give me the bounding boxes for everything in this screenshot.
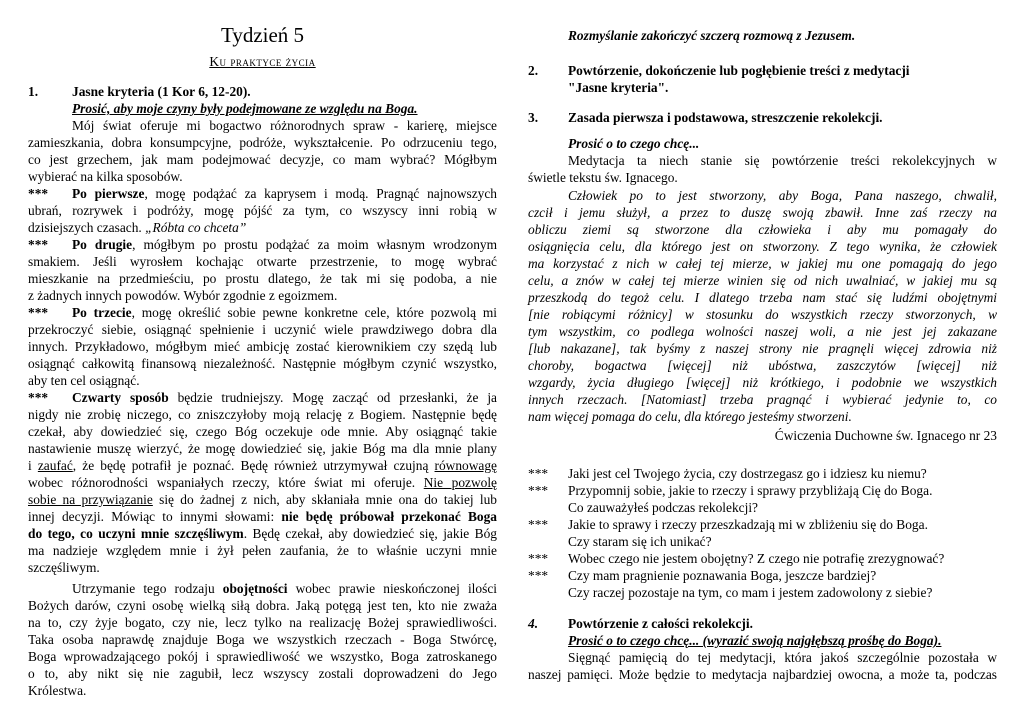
paragraph-line: Królestwa. xyxy=(28,683,87,698)
question-text: Co zauważyłeś podczas rekolekcji? xyxy=(568,500,758,515)
section-title: Powtórzenie z całości rekolekcji. xyxy=(568,616,753,631)
point-line: aby ten cel osiągnąć. xyxy=(28,373,140,388)
section-title: Powtórzenie, dokończenie lub pogłębienie treści z medytacji xyxy=(568,63,910,78)
stars-marker: *** xyxy=(28,186,49,201)
point-line: mieszkanie na przedmieściu, po prostu dlatego, że tak mi się podoba, a nie xyxy=(28,271,497,286)
section-number: 4. xyxy=(528,616,539,631)
question-item xyxy=(528,465,997,482)
paragraph-line: Sięgnąć pamięcią do tej medytacji, która jakoś szczególnie pozostała w xyxy=(568,650,997,665)
paragraph-line: Mój świat oferuje mi bogactwo różnorodnych spraw - karierę, miejsce xyxy=(72,118,497,133)
question-text: Czy raczej pozostaje na tym, co mam i jestem zadowolony z siebie? xyxy=(568,585,933,600)
question-text: Przypomnij sobie, jakie to rzeczy i sprawy przybliżają Cię do Boga. xyxy=(568,483,933,498)
quote-line: nam więcej pomaga do celu, dla którego jesteśmy stworzeni. xyxy=(528,409,852,424)
question-item xyxy=(528,550,997,567)
stars-marker: *** xyxy=(528,568,549,583)
paragraph-line: Boga wprowadzającego pokój i sprawiedliwość we wszystko, Boga zatroskanego xyxy=(28,649,497,664)
point-line: i zaufać, że będę potrafił je poznać. Będę również utrzymywał czujną równowagę xyxy=(28,458,497,473)
quote-line: obliczu ziemi są stworzone dla człowieka i aby mu pomagały do xyxy=(528,222,997,237)
quote-line: czcił i jemu służył, a przez to duszę swoją zbawił. Inne zaś rzeczy na xyxy=(528,205,997,220)
stars-marker: *** xyxy=(528,483,549,498)
section-2-heading xyxy=(528,62,997,79)
section-title: Jasne kryteria (1 Kor 6, 12-20). xyxy=(72,84,251,99)
quote-line: ma korzystać z nich w całej tej mierze, w jakiej mu one pomagają do jego xyxy=(528,256,997,271)
stars-marker: *** xyxy=(528,517,549,532)
stars-marker: *** xyxy=(28,237,49,252)
section-number: 1. xyxy=(28,84,39,99)
section-1-prompt: Prosić, aby moje czyny były podejmowane ze względu na Boga. xyxy=(72,101,418,116)
point-line: innej decyzji. Mówiąc to innymi słowami: nie będę próbował przekonać Boga xyxy=(28,509,497,524)
point-third xyxy=(28,304,497,321)
question-text: Czy mam pragnienie poznawania Boga, jeszcze bardziej? xyxy=(568,568,877,583)
paragraph-line: świetle tekstu św. Ignacego. xyxy=(528,170,678,185)
point-line: szczęśliwym. xyxy=(28,560,100,575)
point-line: sobie na przywiązanie się do żadnej z nich, aby skłaniała mnie ona do takiej lub xyxy=(28,492,497,507)
page-title: Tydzień 5 xyxy=(220,23,305,47)
point-line: ubrań, rozrywek i podróży, mogę pójść za tym, co wszyscy inni robią w xyxy=(28,203,497,218)
section-4-heading xyxy=(528,615,997,632)
quote-line: innych rzeczach. [Natomiast] trzeba pragnąć i wybierać jedynie to, co xyxy=(528,392,997,407)
page-subtitle: Ku praktyce życia xyxy=(209,54,316,69)
question-text: Jakie to sprawy i rzeczy przeszkadzają mi w zbliżeniu się do Boga. xyxy=(568,517,928,532)
point-line: nigdy nie zrobię niczego, co zniszczyłoby moją relację z Bogiem. Następnie będę xyxy=(28,407,497,422)
point-line: przekroczyć siebie, osiągnąć spełnienie i uczynić wiele prawdziwego dobra dla xyxy=(28,322,497,337)
section-1-heading xyxy=(28,83,497,100)
point-first xyxy=(28,185,497,202)
quote-line: [lub nakazane], tak byśmy z naszej strony nie pragnęli więcej zdrowia niż xyxy=(528,341,997,356)
question-item xyxy=(528,516,997,533)
quote-line: [nie robiącymi różnicy] w stosunku do wszystkich rzeczy stworzonych, w xyxy=(528,307,997,322)
question-text: Jaki jest cel Twojego życia, czy dostrzegasz go i idziesz ku niemu? xyxy=(568,466,927,481)
point-line: Po drugie, mógłbym po prostu podążać za moim własnym wrodzonym xyxy=(72,237,498,252)
quote-line: celu, a znów w całej tej mierze winien się od nich uwalniać, w jakiej mu są xyxy=(528,273,997,288)
paragraph-line: o to, aby nikt się nie zagubił, lecz wszyscy zostali doprowadzeni do Jego xyxy=(28,666,497,681)
section-number: 3. xyxy=(528,110,539,125)
quote-source: Ćwiczenia Duchowne św. Ignacego nr 23 xyxy=(774,428,997,443)
quote-line: Człowiek po to jest stworzony, aby Boga, Pana naszego, chwalił, xyxy=(568,188,997,203)
section-4-prompt: Prosić o to czego chcę... (wyrazić swoją najgłębszą prośbę do Boga). xyxy=(568,633,942,648)
question-text: Wobec czego nie jestem obojętny? Z czego nie potrafię zrezygnować? xyxy=(568,551,945,566)
point-line: do tego, co uczyni mnie szczęśliwym. Będę czekał, aby dowiedzieć się, jakie Bóg xyxy=(28,526,497,541)
stars-marker: *** xyxy=(28,305,49,320)
paragraph-line: co jest grzechem, jak mam podejmować decyzje, co mam wybrać? Mógłbym xyxy=(28,152,497,167)
point-line: Po trzecie, mogę określić sobie pewne konkretne cele, które pozwolą mi xyxy=(72,305,497,320)
point-line: smakiem. Jeśli wyrosłem kochając otwarte przestrzenie, to mogę wybrać xyxy=(28,254,497,269)
quote-line: tym wszystkim, co podlega wolności naszej woli, a nie jest jej zakazane xyxy=(528,324,997,339)
quote-line: choroby, bogactwa [więcej] niż ubóstwa, zaszczytów [więcej] niż xyxy=(528,358,997,373)
stars-marker: *** xyxy=(28,390,49,405)
section-title: "Jasne kryteria". xyxy=(568,80,669,95)
point-line: innych. Przykładowo, mógłbym mieć ambicję zostać kierownikiem czy szędą lub xyxy=(28,339,497,354)
quote-line: przeszkodą do tegoż celu. I dlatego trzeba nam stać się ludźmi obojętnymi xyxy=(528,290,997,305)
paragraph-line: wybierać na kilka sposobów. xyxy=(28,169,183,184)
section-title: Zasada pierwsza i podstawowa, streszczenie rekolekcji. xyxy=(568,110,883,125)
question-item xyxy=(528,567,997,584)
paragraph-line: Medytacja ta niech stanie się powtórzenie treści rekolekcyjnych w xyxy=(568,153,997,168)
quote-line: wzgardy, życia długiego [więcej] niż krótkiego, i podobnie we wszystkich xyxy=(528,375,997,390)
closing-line: Rozmyślanie zakończyć szczerą rozmową z Jezusem. xyxy=(568,28,856,43)
point-line: ma nadzieje względem mnie i żył pełen zaufania, że to właśnie uczyni mnie xyxy=(28,543,497,558)
point-line: czekał, aby dowiedzieć się, czego Bóg oczekuje ode mnie. Aby osiągnąć takie xyxy=(28,424,497,439)
paragraph-line: naszej pamięci. Może będzie to medytacja najbardziej owocna, a może ta, podczas xyxy=(528,667,997,682)
point-line: osiągnąć całkowitą finansową niezależność. Następnie mógłbym czynić wszystko, xyxy=(28,356,497,371)
point-line: dzisiejszych czasach. „Róbta co chceta” xyxy=(28,220,247,235)
quote-line: osiągnięcia celu, dla którego jest on stworzony. Z tego wynika, że człowiek xyxy=(528,239,997,254)
paragraph-line: na to, czy żyje bogato, czy nie, lecz tylko na realizację Bożej sprawiedliwości. xyxy=(28,615,497,630)
section-3-heading xyxy=(528,109,997,126)
question-item xyxy=(528,482,997,499)
point-fourth xyxy=(28,389,497,406)
point-line: Czwarty sposób będzie trudniejszy. Mogę zacząć od przesłanki, że ja xyxy=(72,390,497,405)
paragraph-line: Bożych darów, czyni osobę wielką siłą dobra. Jaką potęgą jest ten, kto nie zważa xyxy=(28,598,497,613)
point-second xyxy=(28,236,497,253)
paragraph-line: zamieszkania, dobra konsumpcyjne, podróże, wykształcenie. Po odrzuceniu tego, xyxy=(28,135,497,150)
section-3-prompt: Prosić o to czego chcę... xyxy=(568,136,700,151)
point-line: z żadnych innych powodów. Wybór zgodnie z egoizmem. xyxy=(28,288,338,303)
stars-marker: *** xyxy=(528,551,549,566)
point-line: nastawienie muszę wierzyć, że mogę dowiedzieć się, jakie Bóg ma dla mnie plany xyxy=(28,441,497,456)
section-number: 2. xyxy=(528,63,539,78)
point-line: wobec różnorodności wspaniałych rzeczy, które świat mi oferuje. Nie pozwolę xyxy=(28,475,497,490)
point-line: Po pierwsze, mogę podążać za kaprysem i modą. Pragnąć najnowszych xyxy=(72,186,498,201)
stars-marker: *** xyxy=(528,466,549,481)
question-text: Czy staram się ich unikać? xyxy=(568,534,712,549)
paragraph-line: Taka osoba naprawdę znajduje Boga we wszystkich rzeczach - Boga Stwórcę, xyxy=(28,632,497,647)
paragraph-line: Utrzymanie tego rodzaju obojętności wobec prawie nieskończonej ilości xyxy=(72,581,497,596)
